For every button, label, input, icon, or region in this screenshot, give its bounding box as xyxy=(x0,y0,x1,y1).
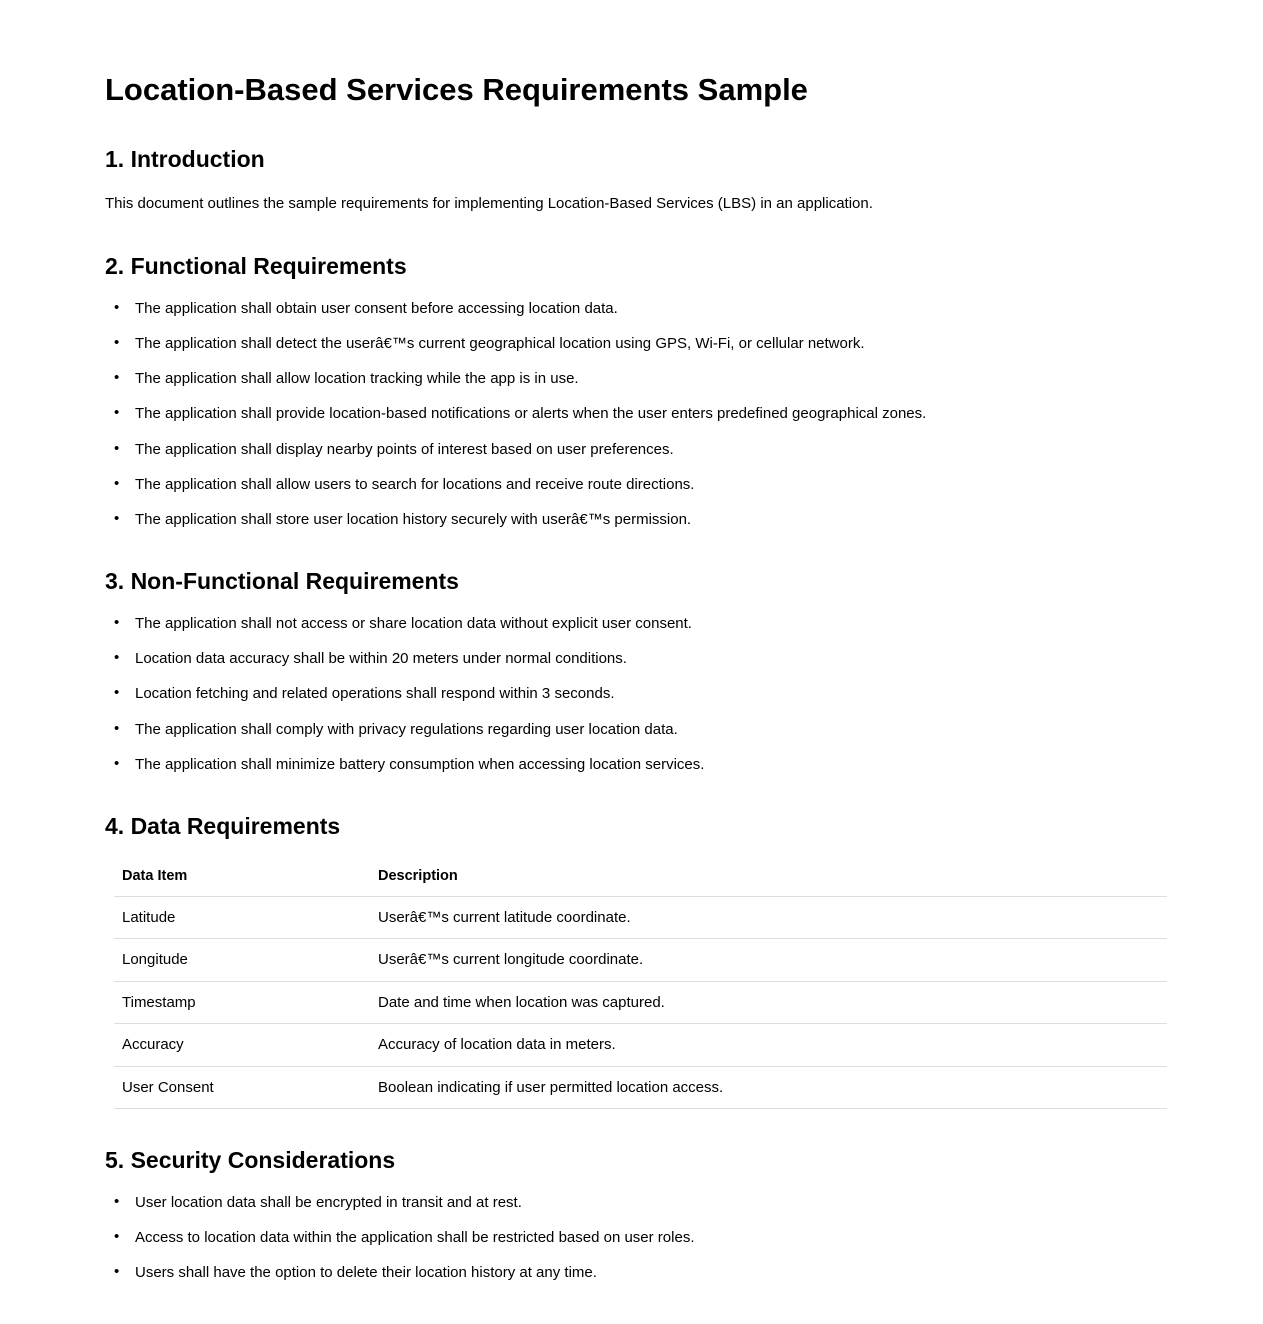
list-item: • The application shall detect the userâ€™s current geographical location using GPS, Wi-Fi, or cellular network. xyxy=(114,334,1158,354)
page-title: Location-Based Services Requirements Sample xyxy=(105,72,808,107)
table-header-row xyxy=(114,868,1167,897)
table-row xyxy=(114,1066,1167,1109)
data-requirements-table xyxy=(114,868,1167,1110)
cell-description: Userâ€™s current longitude coordinate. xyxy=(370,939,1167,982)
section-security-considerations xyxy=(105,1147,1158,1283)
list-item: • The application shall allow location tracking while the app is in use. xyxy=(114,369,1158,389)
cell-data-item: Longitude xyxy=(114,939,370,982)
section-heading-functional-requirements: 2. Functional Requirements xyxy=(105,252,407,279)
section-introduction xyxy=(105,146,1158,215)
list-item: • The application shall comply with privacy regulations regarding user location data. xyxy=(114,720,1158,740)
cell-data-item: Timestamp xyxy=(114,981,370,1024)
column-header-description: Description xyxy=(370,868,1167,897)
list-item: • User location data shall be encrypted in transit and at rest. xyxy=(114,1193,1158,1213)
section-data-requirements xyxy=(105,813,1158,1109)
list-item: • The application shall store user location history securely with userâ€™s permission. xyxy=(114,510,1158,530)
section-heading-introduction: 1. Introduction xyxy=(105,145,265,172)
cell-description: Boolean indicating if user permitted location access. xyxy=(370,1066,1167,1109)
section-heading-data-requirements: 4. Data Requirements xyxy=(105,813,341,840)
table-row xyxy=(114,939,1167,982)
non-functional-requirements-list xyxy=(105,614,1158,775)
section-heading-non-functional-requirements: 3. Non-Functional Requirements xyxy=(105,568,459,595)
list-item: • The application shall allow users to search for locations and receive route directions. xyxy=(114,475,1158,495)
table-row xyxy=(114,1024,1167,1067)
functional-requirements-list xyxy=(105,299,1158,531)
list-item: • The application shall obtain user consent before accessing location data. xyxy=(114,299,1158,319)
cell-description: Userâ€™s current latitude coordinate. xyxy=(370,896,1167,939)
table-row xyxy=(114,896,1167,939)
section-heading-security-considerations: 5. Security Considerations xyxy=(105,1147,396,1174)
list-item: • The application shall display nearby points of interest based on user preferences. xyxy=(114,440,1158,460)
section-non-functional-requirements xyxy=(105,568,1158,775)
column-header-data-item: Data Item xyxy=(114,868,370,897)
table-row xyxy=(114,981,1167,1024)
cell-data-item: Latitude xyxy=(114,896,370,939)
table-header xyxy=(114,868,1167,897)
list-item: • Location data accuracy shall be within 20 meters under normal conditions. xyxy=(114,649,1158,669)
cell-description: Date and time when location was captured. xyxy=(370,981,1167,1024)
list-item: • Access to location data within the application shall be restricted based on user roles. xyxy=(114,1228,1158,1248)
cell-data-item: User Consent xyxy=(114,1066,370,1109)
section-functional-requirements xyxy=(105,253,1158,530)
table-body xyxy=(114,896,1167,1109)
introduction-paragraph: This document outlines the sample requirements for implementing Location-Based Services (LBS) in an application. xyxy=(105,195,873,213)
list-item: • Location fetching and related operations shall respond within 3 seconds. xyxy=(114,684,1158,704)
list-item: • The application shall provide location-based notifications or alerts when the user enters predefined geographical zones. xyxy=(114,404,1158,424)
cell-data-item: Accuracy xyxy=(114,1024,370,1067)
security-considerations-list xyxy=(105,1193,1158,1284)
list-item: • The application shall minimize battery consumption when accessing location services. xyxy=(114,755,1158,775)
list-item: • Users shall have the option to delete their location history at any time. xyxy=(114,1263,1158,1283)
cell-description: Accuracy of location data in meters. xyxy=(370,1024,1167,1067)
list-item: • The application shall not access or share location data without explicit user consent. xyxy=(114,614,1158,634)
